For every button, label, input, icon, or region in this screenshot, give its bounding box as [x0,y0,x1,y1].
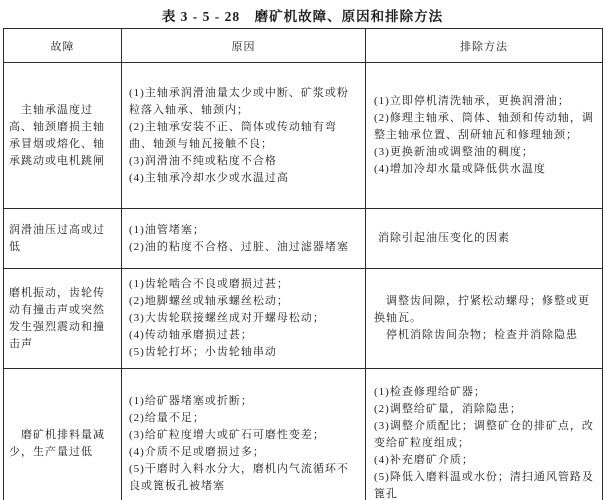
remedy-item: (1)检查修理给矿器； [374,386,486,398]
cause-item: (2)油的粘度不合格、过脏、油过滤器堵塞 [129,240,349,253]
cause-item: (4)介质不足或磨损过多； [129,445,265,458]
cause-cell [122,369,366,500]
cause-item: (1)给矿器堵塞或折断； [129,394,253,407]
cause-item: (2)地脚螺丝或轴承螺丝松动； [129,295,289,307]
fault-text: 润滑油压过高或过低 [9,223,105,253]
cause-item: (5)干磨时入料水分大，磨机内气流循环不良或篦板孔被堵塞 [129,462,349,492]
remedy-item: (5)降低入磨料温或水份；清扫通风管路及篦孔 [374,471,594,500]
table-row [4,269,603,369]
remedy-item: (3)调整介质配比；调整矿仓的排矿点，改变给矿粒度组成； [374,420,594,449]
fault-table [3,28,603,500]
remedy-item: (2)调整给矿量，消除隐患； [374,403,522,415]
cause-item: (5)齿轮打坏；小齿轮轴串动 [129,346,277,358]
cause-item: (1)主轴承润滑油量太少或中断、矿浆或粉粒落入轴承、轴颈内； [129,86,349,116]
remedy-cell [366,63,603,209]
fault-cell [4,63,122,209]
fault-cell [4,209,122,269]
cause-item: (3)大齿轮联接螺丝成对开螺母松动； [129,312,325,324]
remedy-item: (1)立即停机清洗轴承，更换润滑油； [374,95,570,107]
fault-text: 磨矿机排料量减少，生产量过低 [9,428,105,458]
cause-item: (3)润滑油不纯或粘度不合格 [129,154,277,167]
remedy-item: 停机消除齿间杂物；检查并消除隐患 [386,329,578,341]
cause-item: (3)给矿粒度增大或矿石可磨性变差； [129,428,325,441]
fault-cell [4,369,122,500]
col-header-fault: 故障 [4,29,122,63]
remedy-item: 调整齿间隙，拧紧松动螺母；修整或更换轴瓦。 [374,295,590,324]
col-header-remedy: 排除方法 [366,29,603,63]
header-row [4,29,603,63]
remedy-cell [366,369,603,500]
remedy-item: (4)补充磨矿介质； [374,454,474,466]
table-row [4,63,603,209]
fault-text: 磨机振动，齿轮传动有撞击声或突然发生强烈震动和撞击声 [9,286,105,350]
cause-item: (1)齿轮啮合不良或磨损过甚； [129,278,289,290]
fault-cell [4,269,122,369]
col-header-cause: 原因 [122,29,366,63]
table-row [4,209,603,269]
cause-cell [122,269,366,369]
cause-item: (4)传动轴承磨损过甚； [129,329,253,341]
cause-cell [122,209,366,269]
table-row [4,369,603,500]
cause-item: (2)给量不足； [129,411,205,424]
remedy-cell [366,269,603,369]
remedy-item: (4)增加冷却水量或降低供水温度 [374,163,546,175]
table-caption: 表 3 - 5 - 28 磨矿机故障、原因和排除方法 [161,9,444,24]
remedy-item: 消除引起油压变化的因素 [378,232,510,244]
cause-cell [122,63,366,209]
cause-item: (1)油管堵塞； [129,223,205,236]
remedy-cell [366,209,603,269]
fault-text: 主轴承温度过高、轴颈磨损主轴承冒烟或熔化、轴承跳动或电机跳闸 [9,103,105,167]
cause-item: (4)主轴承冷却水少或水温过高 [129,171,289,184]
cause-item: (2)主轴承安装不正、筒体或传动轴有弯曲、轴颈与轴瓦接触不良； [129,120,337,150]
remedy-item: (2)修理主轴承、筒体、轴颈和传动轴，调整主轴承位置、刮研轴瓦和修理轴颈； [374,112,594,141]
remedy-item: (3)更换新油或调整油的稠度； [374,146,534,158]
